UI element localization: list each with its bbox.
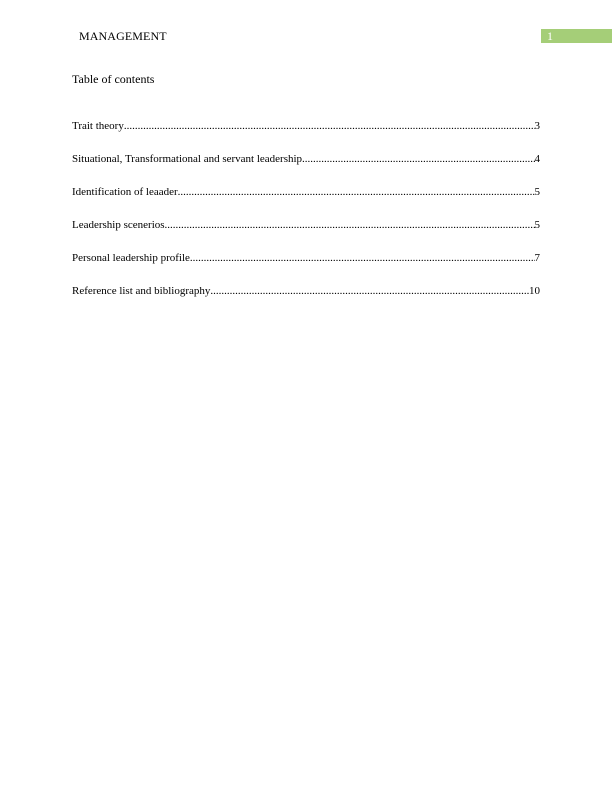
toc-entry-reference-list[interactable] xyxy=(72,284,540,317)
toc-entry-page: 10 xyxy=(529,285,540,297)
toc-entry-leadership-scenarios[interactable] xyxy=(72,218,540,251)
toc-entry-title: Personal leadership profile xyxy=(72,252,190,264)
page-header xyxy=(0,0,612,48)
toc-entry-title: Identification of leaader xyxy=(72,186,178,198)
toc-entry-trait-theory[interactable] xyxy=(72,119,540,152)
toc-dot-leader xyxy=(302,152,534,166)
toc-entry-page: 7 xyxy=(534,252,540,264)
page-number-box xyxy=(541,29,612,43)
page-number: 1 xyxy=(547,29,553,43)
toc-entry-title: Reference list and bibliography xyxy=(72,285,211,297)
toc-heading: Table of contents xyxy=(72,72,155,86)
toc-entry-page: 5 xyxy=(534,186,540,198)
toc-dot-leader xyxy=(178,185,535,199)
toc-entry-title: Leadership scenerios xyxy=(72,219,165,231)
toc-entry-identification-of-leader[interactable] xyxy=(72,185,540,218)
toc-entry-page: 4 xyxy=(534,153,540,165)
toc-entry-page: 3 xyxy=(534,120,540,132)
toc-entry-situational-leadership[interactable] xyxy=(72,152,540,185)
running-head: MANAGEMENT xyxy=(79,29,167,43)
toc-entry-personal-leadership-profile[interactable] xyxy=(72,251,540,284)
table-of-contents xyxy=(72,119,540,317)
toc-dot-leader xyxy=(190,251,535,265)
toc-dot-leader xyxy=(124,119,535,133)
toc-dot-leader xyxy=(210,284,529,298)
toc-dot-leader xyxy=(165,218,535,232)
toc-entry-title: Situational, Transformational and servant leadership xyxy=(72,153,303,165)
toc-entry-page: 5 xyxy=(534,219,540,231)
toc-entry-title: Trait theory xyxy=(72,120,124,132)
